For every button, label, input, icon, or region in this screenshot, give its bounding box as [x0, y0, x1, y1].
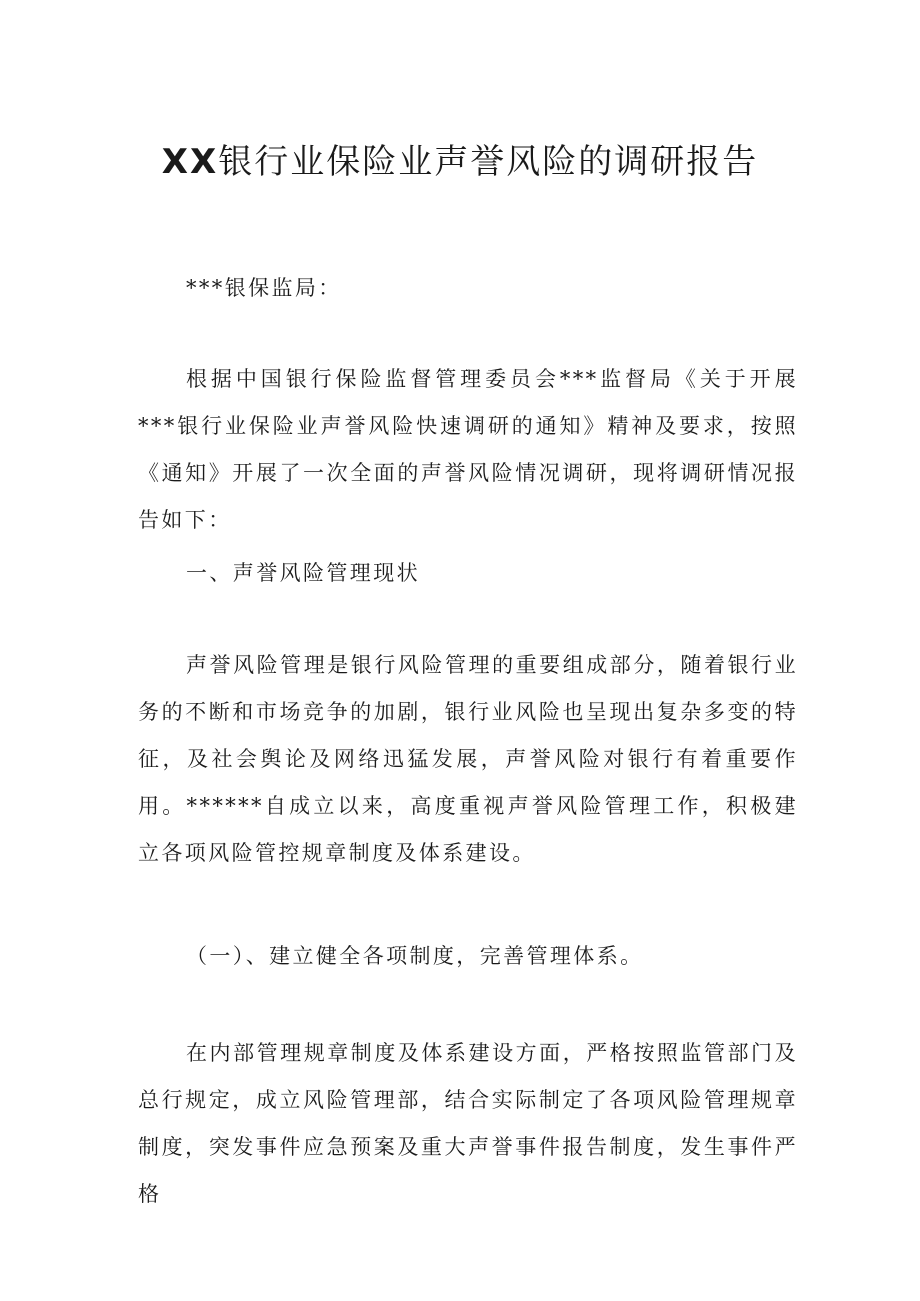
subsection-heading-1: （一）、建立健全各项制度，完善管理体系。: [186, 944, 644, 968]
paragraph-status: 声誉风险管理是银行风险管理的重要组成部分，随着银行业务的不断和市场竞争的加剧，银行业风险也呈现出复杂多变的特征，及社会舆论及网络迅猛发展，声誉风险对银行有着重要作用。******自成立以来，高度重视声誉风险管理工作，积极建立各项风险管控规章制度及体系建设。: [138, 653, 798, 865]
paragraph-intro: 根据中国银行保险监督管理委员会***监督局《关于开展***银行业保险业声誉风险快速调研的通知》精神及要求，按照《通知》开展了一次全面的声誉风险情况调研，现将调研情况报告如下：: [138, 367, 798, 532]
section-heading-1: 一、声誉风险管理现状: [186, 561, 420, 585]
paragraph-system: 在内部管理规章制度及体系建设方面，严格按照监管部门及总行规定，成立风险管理部，结合实际制定了各项风险管理规章制度，突发事件应急预案及重大声誉事件报告制度，发生事件严格: [138, 1041, 798, 1206]
document-title: [0, 140, 920, 184]
title-text: 银行业保险业声誉风险的调研报告: [218, 142, 759, 182]
salutation: ***银保监局：: [186, 276, 342, 300]
title-prefix: XX: [161, 142, 219, 182]
